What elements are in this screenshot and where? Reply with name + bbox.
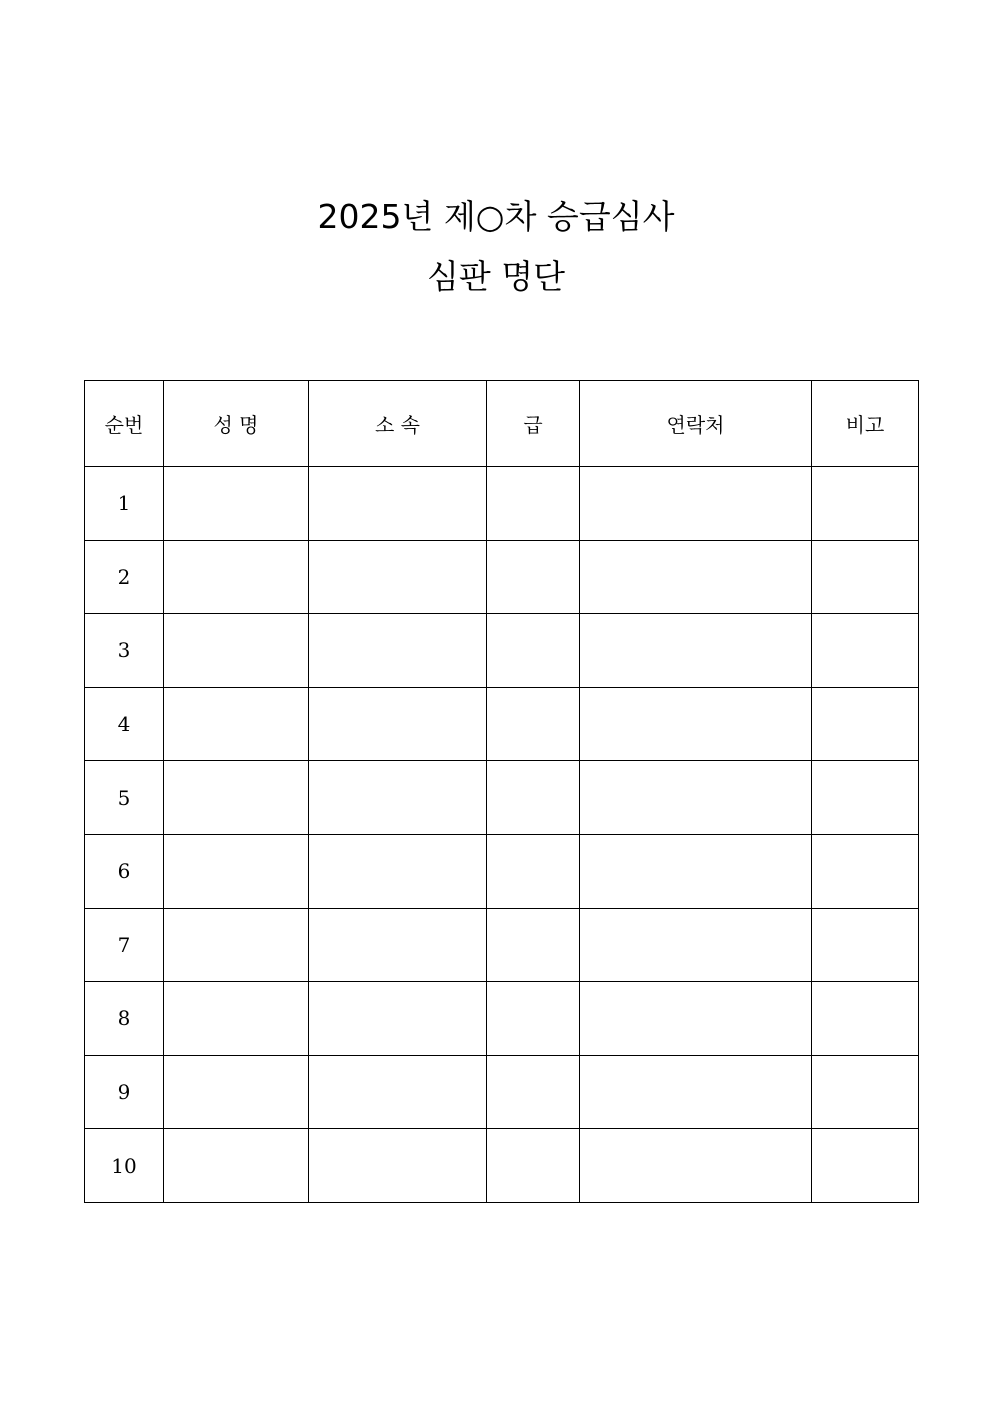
affiliation-cell[interactable]: [309, 982, 487, 1056]
table-header-row: [85, 381, 919, 467]
affiliation-cell[interactable]: [309, 1055, 487, 1129]
name-cell[interactable]: [164, 687, 309, 761]
remarks-cell[interactable]: [812, 614, 919, 688]
header-affiliation: 소 속: [309, 381, 487, 467]
affiliation-cell[interactable]: [309, 540, 487, 614]
table-row: [85, 761, 919, 835]
affiliation-cell[interactable]: [309, 467, 487, 541]
remarks-cell[interactable]: [812, 834, 919, 908]
row-number-cell: 3: [85, 614, 164, 688]
name-cell[interactable]: [164, 761, 309, 835]
contact-cell[interactable]: [580, 908, 812, 982]
contact-cell[interactable]: [580, 982, 812, 1056]
header-number: 순번: [85, 381, 164, 467]
remarks-cell[interactable]: [812, 540, 919, 614]
affiliation-cell[interactable]: [309, 1129, 487, 1203]
table-row: [85, 614, 919, 688]
name-cell[interactable]: [164, 614, 309, 688]
row-number-cell: 10: [85, 1129, 164, 1203]
remarks-cell[interactable]: [812, 687, 919, 761]
row-number-cell: 5: [85, 761, 164, 835]
contact-cell[interactable]: [580, 1129, 812, 1203]
remarks-cell[interactable]: [812, 1129, 919, 1203]
remarks-cell[interactable]: [812, 982, 919, 1056]
grade-cell[interactable]: [487, 467, 580, 541]
table-row: [85, 540, 919, 614]
grade-cell[interactable]: [487, 1055, 580, 1129]
grade-cell[interactable]: [487, 540, 580, 614]
affiliation-cell[interactable]: [309, 614, 487, 688]
row-number-cell: 9: [85, 1055, 164, 1129]
name-cell[interactable]: [164, 1055, 309, 1129]
grade-cell[interactable]: [487, 834, 580, 908]
row-number-cell: 8: [85, 982, 164, 1056]
name-cell[interactable]: [164, 908, 309, 982]
contact-cell[interactable]: [580, 761, 812, 835]
table-row: [85, 687, 919, 761]
remarks-cell[interactable]: [812, 908, 919, 982]
affiliation-cell[interactable]: [309, 908, 487, 982]
grade-cell[interactable]: [487, 982, 580, 1056]
row-number-cell: 1: [85, 467, 164, 541]
affiliation-cell[interactable]: [309, 687, 487, 761]
referee-roster-table: [84, 380, 919, 1203]
header-grade: 급: [487, 381, 580, 467]
contact-cell[interactable]: [580, 1055, 812, 1129]
row-number-cell: 7: [85, 908, 164, 982]
grade-cell[interactable]: [487, 761, 580, 835]
header-name: 성 명: [164, 381, 309, 467]
name-cell[interactable]: [164, 834, 309, 908]
grade-cell[interactable]: [487, 908, 580, 982]
contact-cell[interactable]: [580, 834, 812, 908]
document-subtitle: 심판 명단: [426, 257, 565, 296]
table-row: [85, 1129, 919, 1203]
table-body: [85, 467, 919, 1203]
table-row: [85, 1055, 919, 1129]
name-cell[interactable]: [164, 467, 309, 541]
contact-cell[interactable]: [580, 467, 812, 541]
table-row: [85, 908, 919, 982]
remarks-cell[interactable]: [812, 1055, 919, 1129]
document-title: 2025년 제○차 승급심사: [317, 197, 675, 236]
contact-cell[interactable]: [580, 687, 812, 761]
contact-cell[interactable]: [580, 614, 812, 688]
row-number-cell: 4: [85, 687, 164, 761]
grade-cell[interactable]: [487, 687, 580, 761]
row-number-cell: 6: [85, 834, 164, 908]
affiliation-cell[interactable]: [309, 761, 487, 835]
table-row: [85, 982, 919, 1056]
name-cell[interactable]: [164, 540, 309, 614]
header-remarks: 비고: [812, 381, 919, 467]
remarks-cell[interactable]: [812, 467, 919, 541]
table-row: [85, 834, 919, 908]
remarks-cell[interactable]: [812, 761, 919, 835]
contact-cell[interactable]: [580, 540, 812, 614]
grade-cell[interactable]: [487, 614, 580, 688]
table-row: [85, 467, 919, 541]
name-cell[interactable]: [164, 982, 309, 1056]
row-number-cell: 2: [85, 540, 164, 614]
header-contact: 연락처: [580, 381, 812, 467]
name-cell[interactable]: [164, 1129, 309, 1203]
grade-cell[interactable]: [487, 1129, 580, 1203]
affiliation-cell[interactable]: [309, 834, 487, 908]
